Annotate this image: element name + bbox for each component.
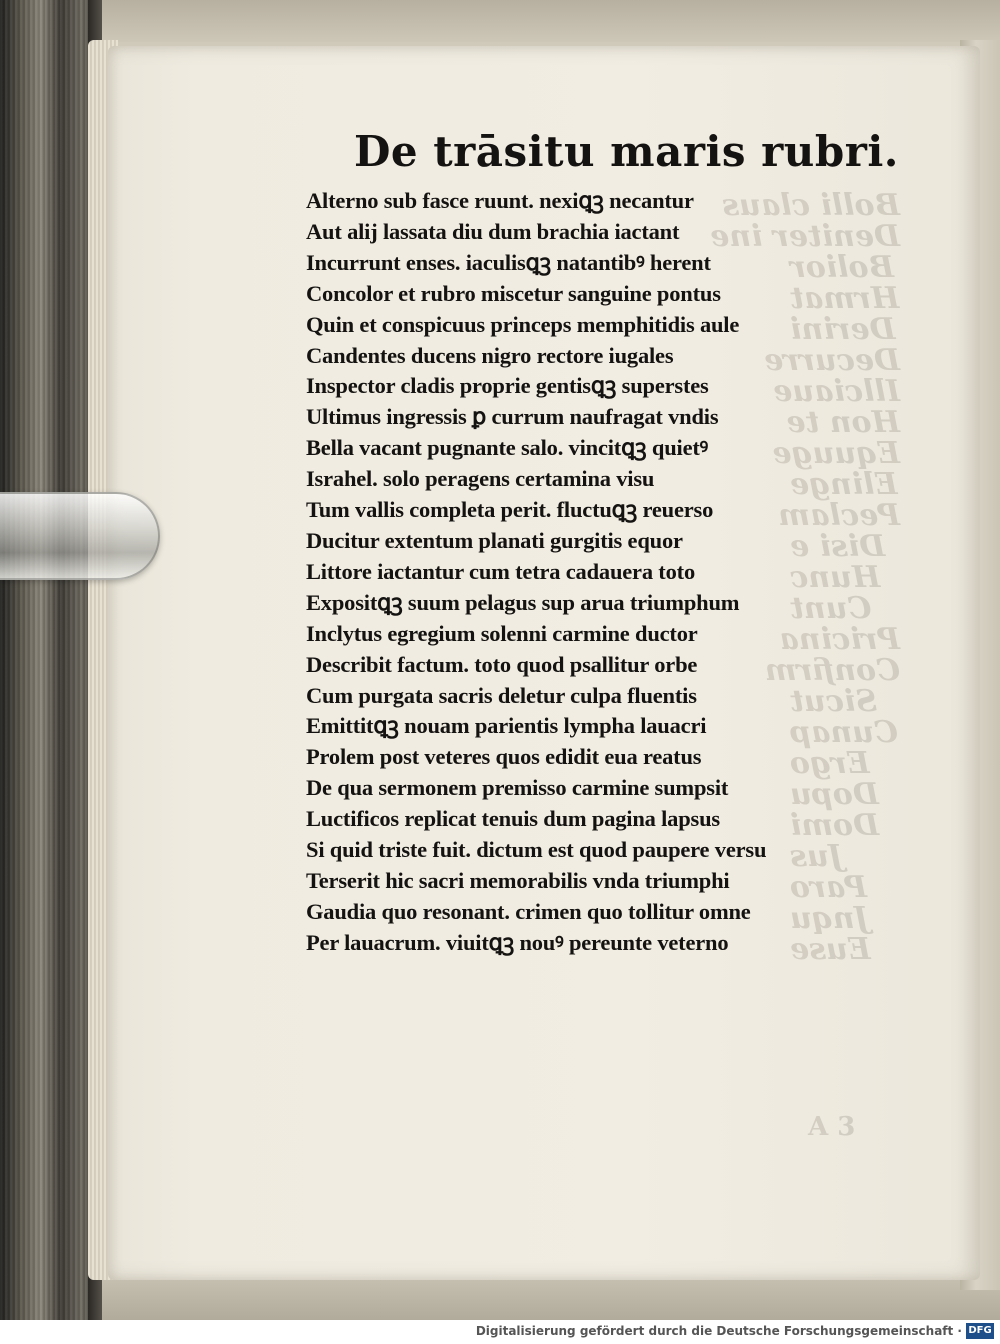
verse-line: Israhel. solo peragens certamina visu [306, 466, 655, 492]
verse-line: Incurrunt enses. iaculisꝗꝫ natantibꝰ herent [306, 249, 711, 275]
verse-line: Per lauacrum. viuitꝗꝫ nouꝰ pereunte veterno [306, 929, 729, 955]
verse-line: Emittitꝗꝫ nouam parientis lympha lauacri [306, 713, 707, 739]
verse-line: Gaudia quo resonant. crimen quo tollitur omne [306, 898, 751, 924]
verse-line: Aut alij lassata diu dum brachia iactant [306, 218, 680, 244]
verse-list [306, 186, 806, 959]
verse-line: Cum purgata sacris deletur culpa fluentis [306, 682, 697, 708]
verse-line: Prolem post veteres quos edidit eua reatus [306, 744, 702, 770]
verse-line: Ultimus ingressis ꝑ currum naufragat vndis [306, 404, 719, 430]
book-cover-top [60, 0, 1000, 42]
attribution-text: Digitalisierung gefördert durch die Deutsche Forschungsgemeinschaft · [475, 1324, 962, 1338]
page-text-block [306, 127, 899, 959]
attribution-bar [0, 1320, 1000, 1344]
verse-line: Tum vallis completa perit. fluctuꝗꝫ reuerso [306, 497, 714, 523]
page-title: De trāsitu maris rubri. [354, 127, 899, 176]
verse-line: De qua sermonem premisso carmine sumpsit [306, 775, 729, 801]
verse-line: Expositꝗꝫ suum pelagus sup arua triumphum [306, 589, 740, 615]
page-clip [0, 492, 160, 580]
verse-line: Concolor et rubro miscetur sanguine pontus [306, 280, 721, 306]
verse-line: Si quid triste fuit. dictum est quod paupere versu [306, 837, 767, 863]
verse-line: Terserit hic sacri memorabilis vnda triumphi [306, 867, 730, 893]
book-cover-bottom [60, 1280, 1000, 1320]
verse-line: Quin et conspicuus princeps memphitidis aule [306, 311, 740, 337]
signature-mark: A 3 [808, 1112, 856, 1142]
dfg-logo[interactable]: DFG [966, 1323, 994, 1339]
verse-line: Inspector cladis proprie gentisꝗꝫ superstes [306, 373, 709, 399]
book-spine-cover [0, 0, 102, 1320]
verse-line: Littore iactantur cum tetra cadauera toto [306, 558, 695, 584]
verse-line: Bella vacant pugnante salo. vincitꝗꝫ quietꝰ [306, 435, 709, 461]
verse-line: Luctificos replicat tenuis dum pagina lapsus [306, 806, 720, 832]
verse-line: Alterno sub fasce ruunt. nexiꝗꝫ necantur [306, 188, 694, 213]
verse-line: Ducitur extentum planati gurgitis equor [306, 527, 683, 553]
verse-line: Candentes ducens nigro rectore iugales [306, 342, 674, 368]
verse-line: Inclytus egregium solenni carmine ductor [306, 620, 698, 646]
verse-line: Describit factum. toto quod psallitur orbe [306, 651, 698, 677]
